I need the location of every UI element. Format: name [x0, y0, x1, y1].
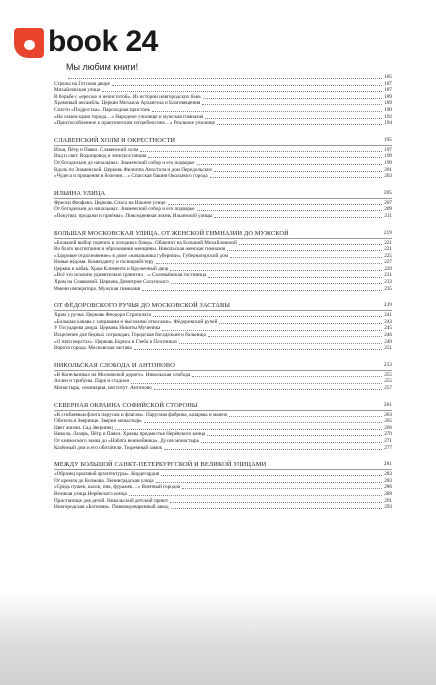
toc-section-heading[interactable]: [54, 230, 392, 239]
toc-section: [54, 137, 392, 180]
entry-title: Монастырь, семинария, институт. Антоново: [54, 385, 152, 391]
dot-leader: [230, 257, 382, 258]
section-title: МЕЖДУ БОЛЬШОЙ САНКТ-ПЕТЕРБУРГСКОЙ И ВЕЛИКОЙ УЛИЦАМИ: [54, 461, 267, 469]
entry-title: «Всё это исконно удивительно гранитно…» Соловьёвская гостиница: [54, 272, 207, 279]
entry-title: «Большой выбор горячих и холодных блюд». Общепит на Большой Михайловской: [54, 239, 237, 246]
entry-page-number: 207: [384, 199, 392, 206]
entry-page-number: 277: [384, 444, 392, 451]
dot-leader: [197, 210, 383, 211]
dot-leader: [102, 91, 382, 92]
toc-entry[interactable]: [54, 418, 392, 425]
toc-entry[interactable]: [54, 94, 392, 101]
logo-tagline: Мы любим книги!: [66, 62, 139, 72]
toc-section-heading[interactable]: [54, 137, 392, 146]
toc-entry[interactable]: [54, 445, 392, 452]
toc-entry[interactable]: [54, 431, 392, 438]
entry-title: Михайловская улица: [54, 87, 101, 94]
dot-leader: [144, 422, 383, 423]
dot-leader: [227, 250, 382, 251]
entry-title: У Государева двора. Церковь Никиты Мученика: [54, 325, 161, 332]
entry-page-number: 187: [384, 87, 392, 94]
toc-entry[interactable]: [54, 286, 392, 293]
toc-entry[interactable]: [54, 173, 392, 180]
entry-page-number: 194: [384, 120, 392, 127]
toc-entry[interactable]: [54, 100, 392, 107]
dot-leader: [142, 290, 382, 291]
entry-title: Обитель в Зверинце. Зверин монастырь: [54, 418, 142, 425]
entry-page-number: 203: [384, 173, 392, 180]
toc-entry[interactable]: [54, 498, 392, 505]
entry-page-number: 255: [384, 371, 392, 378]
entry-title: «Покупки, продажи и приёмы». Повседневная жизнь Ильинской улицы: [54, 212, 213, 219]
section-title: НИКОЛЬСКАЯ СЛОБОДА И АНТОНОВО: [54, 361, 175, 369]
entry-title: «О пяти верстах». Церковь Бориса и Глеба в Плотниках: [54, 338, 178, 345]
entry-page-number: 233: [384, 279, 392, 286]
toc-entry[interactable]: [54, 312, 392, 319]
entry-page-number: 231: [384, 272, 392, 279]
entry-page-number: 265: [384, 418, 392, 425]
entry-title: Храмовый ансамбль. Церкви Михаила Архангела и Благовещения: [54, 100, 201, 107]
entry-title: От богадельни до начальных. Знаменский собор и его подворье: [54, 206, 195, 213]
dot-leader: [201, 442, 382, 443]
entry-page-number: 189: [384, 93, 392, 100]
toc-section: [54, 362, 392, 392]
toc-entry[interactable]: [54, 478, 392, 485]
section-page-number: 219: [383, 229, 392, 236]
entry-title: Илья, Пётр и Павел. Славенский холм: [54, 146, 139, 153]
entry-page-number: 271: [384, 437, 392, 444]
entry-title: Исцеление для бедных сограждан. Городская богадельня и больница: [54, 332, 206, 339]
dot-leader: [208, 277, 382, 278]
toc-entry[interactable]: [54, 339, 392, 346]
section-title: ОТ ФЁДОРОВСКОГО РУЧЬЯ ДО МОСКОВСКОЙ ЗАСТАВЫ: [54, 302, 231, 310]
dot-leader: [208, 336, 382, 337]
entry-page-number: 227: [384, 259, 392, 266]
toc-entry[interactable]: [54, 272, 392, 279]
entry-page-number: 270: [384, 431, 392, 438]
toc-entry[interactable]: [54, 153, 392, 160]
entry-title: «Образец красивой архитектуры». Кордегардия: [54, 471, 160, 478]
toc-entry[interactable]: [54, 246, 392, 253]
section-page-number: 253: [383, 361, 392, 368]
dot-leader: [129, 495, 382, 496]
table-of-contents: [54, 74, 392, 521]
toc-section-heading[interactable]: [54, 302, 392, 311]
dot-leader: [170, 502, 382, 503]
entry-page-number: 211: [384, 212, 392, 219]
dot-leader: [214, 217, 382, 218]
dot-leader: [134, 349, 382, 350]
toc-entry[interactable]: [54, 81, 392, 88]
toc-entry[interactable]: [54, 266, 392, 273]
entry-page-number: 255: [384, 378, 392, 385]
entry-title: Имени императора. Мужская гимназия: [54, 285, 141, 292]
dot-leader: [161, 475, 382, 476]
dot-leader: [156, 482, 383, 483]
entry-page-number: 185: [384, 74, 392, 80]
section-page-number: 239: [383, 302, 392, 309]
toc-entry[interactable]: [54, 87, 392, 94]
dot-leader: [112, 85, 382, 86]
section-page-number: 261: [383, 401, 392, 408]
dot-leader: [205, 118, 382, 119]
entry-title: Новгородская «Богемия». Пивомедоваренный завод: [54, 504, 169, 511]
dot-leader: [164, 449, 382, 450]
entry-title: Вид и свет. Водопровод и электростанция: [54, 153, 147, 160]
entry-page-number: 291: [384, 497, 392, 504]
entry-title: Аллеи и трибуны. Парк и стадион: [54, 378, 130, 385]
entry-title: Храм у ручья. Церковь Феодора Стратилата: [54, 312, 151, 319]
dot-leader: [217, 124, 382, 125]
entry-page-number: 243: [384, 318, 392, 325]
section-title: БОЛЬШАЯ МОСКОВСКАЯ УЛИЦА. ОТ ЖЕНСКОЙ ГИМНАЗИИ ДО МУЖСКОЙ: [54, 229, 289, 237]
dot-leader: [168, 204, 383, 205]
toc-section: [54, 302, 392, 352]
entry-page-number: 289: [384, 490, 392, 497]
toc-section-heading[interactable]: [54, 362, 392, 371]
entry-title: Ворота города. Московская застава: [54, 345, 132, 352]
dot-leader: [207, 435, 382, 436]
dot-leader: [182, 488, 382, 489]
toc-entry[interactable]: [54, 160, 392, 167]
dot-leader: [203, 98, 382, 99]
entry-page-number: 283: [384, 477, 392, 484]
toc-section: [54, 461, 392, 511]
logo[interactable]: [4, 14, 158, 78]
entry-title: Никола, Лазарь, Пётр и Павел. Храмы предместья Нерёвского конца: [54, 431, 206, 438]
entry-title: «К сгибаемым флота парусам и флагам». Парусная фабрика, казармы и манеж: [54, 411, 228, 418]
toc-entry[interactable]: [54, 504, 392, 511]
entry-page-number: 199: [384, 159, 392, 166]
toc-section: [54, 74, 392, 127]
entry-page-number: 229: [384, 265, 392, 272]
entry-title: «Большая канава с заправами и высокими откосами». Фёдоровский ручей: [54, 318, 218, 325]
dot-leader: [131, 383, 382, 384]
entry-page-number: 286: [384, 484, 392, 491]
toc-entry[interactable]: [54, 259, 392, 266]
section-page-number: 205: [383, 189, 392, 196]
entry-page-number: 192: [384, 113, 392, 120]
toc-entry[interactable]: [54, 206, 392, 213]
section-title: СЛАВЕНСКИЙ ХОЛМ И ОКРЕСТНОСТИ: [54, 136, 176, 144]
entry-page-number: 199: [384, 153, 392, 160]
toc-entry[interactable]: [54, 385, 392, 392]
entry-page-number: 187: [384, 80, 392, 87]
section-page-number: 195: [383, 136, 392, 143]
entry-page-number: 293: [384, 504, 392, 511]
toc-section-heading[interactable]: [54, 402, 392, 411]
dot-leader: [171, 508, 383, 509]
entry-title: Пристанище для детей. Никольский детский приют: [54, 497, 169, 504]
entry-page-number: 189: [384, 100, 392, 107]
entry-page-number: 225: [384, 252, 392, 259]
dot-leader: [154, 389, 382, 390]
toc-section: [54, 230, 392, 293]
toc-entry[interactable]: [54, 372, 392, 379]
toc-entry[interactable]: [54, 319, 392, 326]
toc-section: [54, 402, 392, 452]
entry-page-number: 235: [384, 285, 392, 292]
toc-entry[interactable]: [54, 412, 392, 419]
toc-entry[interactable]: [54, 325, 392, 332]
entry-page-number: 197: [384, 146, 392, 153]
dot-leader: [153, 316, 382, 317]
toc-entry[interactable]: [54, 114, 392, 121]
entry-title: «Средь пушек, касок, пик, фуражек…» Военный городок: [54, 484, 181, 491]
entry-title: Храм на Славковой. Церковь Димитрия Солунского: [54, 279, 169, 286]
entry-title: Казённый дом и его обитатели. Тюремный замок: [54, 444, 163, 451]
toc-section-heading[interactable]: [54, 461, 392, 470]
toc-entry[interactable]: [54, 471, 392, 478]
entry-page-number: 201: [384, 166, 392, 173]
entry-title: «В Копельниках на Московской дороге». Никольская слобода: [54, 371, 191, 378]
toc-entry[interactable]: [54, 147, 392, 154]
entry-page-number: 221: [384, 246, 392, 253]
toc-entry[interactable]: [54, 253, 392, 260]
dot-leader: [171, 283, 383, 284]
toc-entry[interactable]: [54, 120, 392, 127]
entry-page-number: 251: [384, 345, 392, 352]
dot-leader: [68, 78, 382, 79]
entry-title: «На самом краю города…» Народное училище и мужская гимназия: [54, 113, 204, 120]
entry-page-number: 190: [384, 106, 392, 113]
section-title: СЕВЕРНАЯ ОКРАИНА СОФИЙСКОЙ СТОРОНЫ: [54, 401, 198, 409]
dot-leader: [152, 111, 382, 112]
toc-entry[interactable]: [54, 425, 392, 432]
toc-entry[interactable]: [54, 345, 392, 352]
dot-leader: [219, 323, 382, 324]
entry-title: Великая улица Нерёвского конца: [54, 490, 127, 497]
dot-leader: [239, 244, 382, 245]
toc-entry[interactable]: [54, 491, 392, 498]
dot-leader: [170, 270, 382, 271]
dot-leader: [179, 343, 382, 344]
logo-b-mark: [14, 28, 44, 58]
toc-entry[interactable]: [54, 378, 392, 385]
entry-page-number: 245: [384, 325, 392, 332]
dot-leader: [140, 151, 382, 152]
entry-title: Вдоль по Знаменской. Церковь Филиппа Апостола и дом Передольских: [54, 166, 213, 173]
entry-page-number: 257: [384, 385, 392, 391]
entry-title: От богадельни до начальных. Знаменский собор и его подворье: [54, 159, 195, 166]
entry-page-number: 246: [384, 332, 392, 339]
dot-leader: [192, 376, 382, 377]
entry-title: От княжеского замка до «Набата вожжейника». Духов монастырь: [54, 437, 199, 444]
toc-entry[interactable]: [54, 107, 392, 114]
dot-leader: [197, 164, 383, 165]
toc-section-heading[interactable]: [54, 190, 392, 199]
toc-entry[interactable]: [54, 167, 392, 174]
toc-entry[interactable]: [54, 213, 392, 220]
entry-title: Церкви и кабак. Храм Климента и Кружечный двор: [54, 265, 169, 272]
toc-entry[interactable]: [54, 240, 392, 247]
toc-entry[interactable]: [54, 438, 392, 445]
section-title: ИЛЬИНА УЛИЦА: [54, 189, 106, 197]
dot-leader: [148, 157, 382, 158]
toc-entry[interactable]: [54, 279, 392, 286]
dot-leader: [162, 330, 382, 331]
dot-leader: [214, 171, 382, 172]
entry-title: От кремля до Колмова. Ленинградская улица: [54, 477, 154, 484]
entry-page-number: 241: [384, 312, 392, 319]
entry-title: Фрески Феофана. Церковь Спаса на Ильине улице: [54, 199, 166, 206]
dot-leader: [202, 104, 382, 105]
entry-page-number: 266: [384, 424, 392, 431]
entry-title: «Приспособленное к практическим потребностям…» Реальное училище: [54, 120, 215, 127]
toc-entry[interactable]: [54, 332, 392, 339]
entry-title: В борьбе с «ересью и нечистотой». Из истории новгородских бань: [54, 93, 201, 100]
logo-text: book 24: [48, 25, 158, 58]
entry-title: Новые вёдомя. Коменданту и полицмейстеру: [54, 259, 154, 266]
entry-title: Во благо воспитания и образования женщины. Никольская женская гимназия: [54, 246, 226, 253]
toc-entry[interactable]: [54, 484, 392, 491]
toc-entry[interactable]: [54, 200, 392, 207]
section-page-number: 281: [383, 461, 392, 468]
dot-leader: [115, 429, 382, 430]
entry-page-number: 249: [384, 338, 392, 345]
entry-page-number: 263: [384, 411, 392, 418]
page-shadow: [0, 590, 436, 685]
entry-page-number: 221: [384, 239, 392, 246]
entry-title: «Чудеса и прощения в болезни…» Спасская башня Окольного города: [54, 173, 208, 180]
entry-page-number: 209: [384, 206, 392, 213]
toc-section: [54, 190, 392, 220]
entry-title: «Здоровое отдохновение» в доме «начальника губернии». Губернаторский дом: [54, 252, 228, 259]
dot-leader: [156, 263, 382, 264]
dot-leader: [210, 177, 383, 178]
dot-leader: [229, 416, 382, 417]
entry-title: Стрелы на Готском дворе: [54, 80, 110, 87]
entry-title: Спасти «Подростка». Пароходная пристань: [54, 106, 150, 113]
entry-title: Цвет жизни. Сад Зверинец: [54, 424, 113, 431]
entry-page-number: 283: [384, 471, 392, 478]
